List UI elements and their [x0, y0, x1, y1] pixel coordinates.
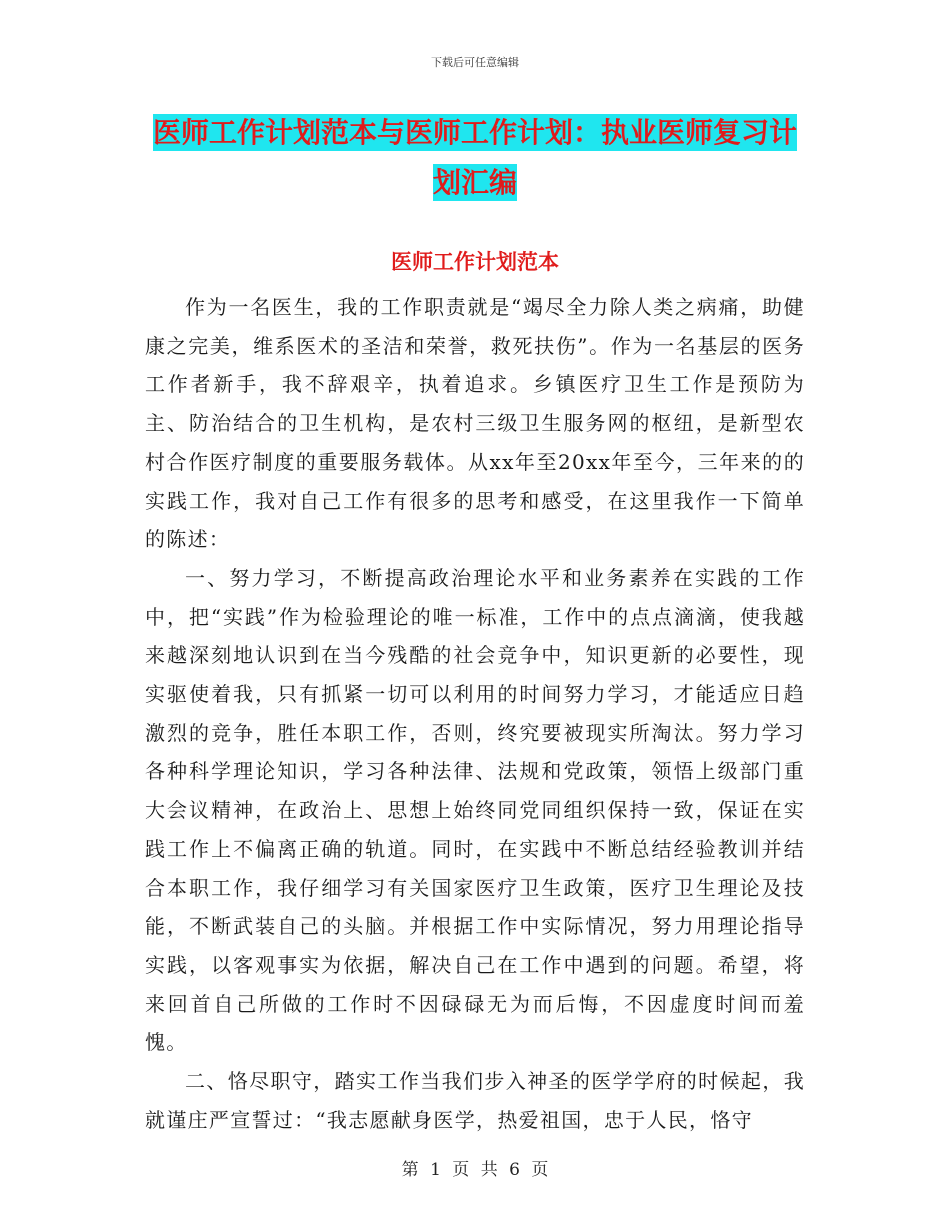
- page-number-footer: 第 1 页 共 6 页: [401, 1160, 549, 1180]
- paragraph: 作为一名医生，我的工作职责就是“竭尽全力除人类之病痛，助健康之完美，维系医术的圣洁和荣誉，救死扶伤”。作为一名基层的医务工作者新手，我不辞艰辛，执着追求。乡镇医疗卫生工作是预防为主、防治结合的卫生机构，是农村三级卫生服务网的枢纽，是新型农村合作医疗制度的重要服务载体。从xx年至20xx年至今，三年来的的实践工作，我对自己工作有很多的思考和感受，在这里我作一下简单的陈述：: [145, 295, 805, 552]
- document-title: [145, 108, 805, 208]
- paragraph: 一、努力学习，不断提高政治理论水平和业务素养在实践的工作中，把“实践”作为检验理论的唯一标准，工作中的点点滴滴，使我越来越深刻地认识到在当今残酷的社会竞争中，知识更新的必要性，现实驱使着我，只有抓紧一切可以利用的时间努力学习，才能适应日趋激烈的竞争，胜任本职工作，否则，终究要被现实所淘汰。努力学习各种科学理论知识，学习各种法律、法规和党政策，领悟上级部门重大会议精神，在政治上、思想上始终同党同组织保持一致，保证在实践工作上不偏离正确的轨道。同时，在实践中不断总结经验教训并结合本职工作，我仔细学习有关国家医疗卫生政策，医疗卫生理论及技能，不断武装自己的头脑。并根据工作中实际情况，努力用理论指导实践，以客观事实为依据，解决自己在工作中遇到的问题。希望，将来回首自己所做的工作时不因碌碌无为而后悔，不因虚度时间而羞愧。: [145, 565, 805, 1055]
- page-header-note: 下载后可任意编辑: [431, 56, 519, 69]
- document-body: [145, 288, 805, 1139]
- paragraph: 二、恪尽职守，踏实工作当我们步入神圣的医学学府的时候起，我就谨庄严宣誓过：“我志愿献身医学，热爱祖国，忠于人民，恪守: [145, 1069, 805, 1132]
- section-title: 医师工作计划范本: [391, 250, 559, 274]
- document-title-text: 医师工作计划范本与医师工作计划：执业医师复习计划汇编: [152, 116, 797, 199]
